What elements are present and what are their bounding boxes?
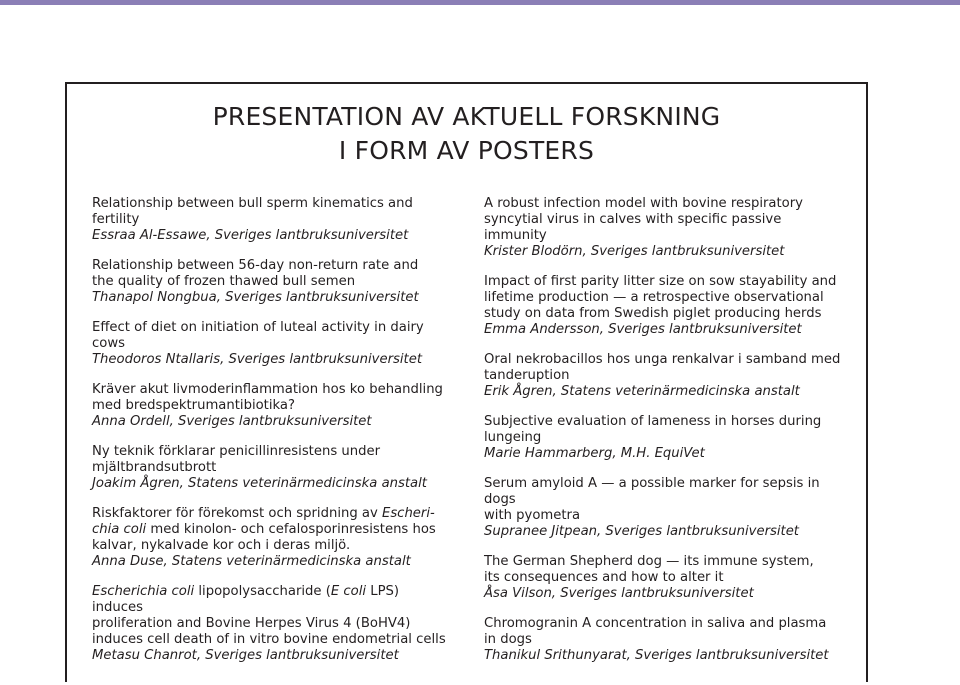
poster-author: Essraa Al-Essawe, Sveriges lantbruksuniversitet xyxy=(92,228,409,243)
poster-author: Krister Blodörn, Sveriges lantbruksuniversitet xyxy=(484,244,785,259)
poster-title: Relationship between bull sperm kinematics and fertility xyxy=(92,196,413,227)
poster-author: Åsa Vilson, Sveriges lantbruksuniversitet xyxy=(484,586,754,601)
poster-title: Ny teknik förklarar penicillinresistens under mjältbrandsutbrott xyxy=(92,444,381,475)
title-line-2: I FORM AV POSTERS xyxy=(338,136,595,165)
page-title xyxy=(65,100,868,168)
poster-title: Serum amyloid A — a possible marker for sepsis in dogs with pyometra xyxy=(484,476,820,523)
poster-author: Thanikul Srithunyarat, Sveriges lantbruksuniversitet xyxy=(484,648,829,663)
poster-title: The German Shepherd dog — its immune system, its consequences and how to alter it xyxy=(484,554,814,585)
poster-entry xyxy=(92,320,452,368)
title-line-1: PRESENTATION AV AKTUELL FORSKNING xyxy=(212,102,721,131)
poster-entry xyxy=(484,414,844,462)
poster-author: Theodoros Ntallaris, Sveriges lantbruksuniversitet xyxy=(92,352,423,367)
poster-entry xyxy=(484,352,844,400)
poster-entry xyxy=(484,616,844,664)
right-column xyxy=(484,196,844,678)
poster-entry xyxy=(92,444,452,492)
poster-entry xyxy=(92,382,452,430)
poster-entry xyxy=(92,196,452,244)
poster-author: Metasu Chanrot, Sveriges lantbruksuniversitet xyxy=(92,648,399,663)
poster-author: Erik Ågren, Statens veterinärmedicinska anstalt xyxy=(484,384,800,399)
left-column xyxy=(92,196,452,678)
poster-author: Joakim Ågren, Statens veterinärmedicinska anstalt xyxy=(92,476,427,491)
poster-author: Supranee Jitpean, Sveriges lantbruksuniversitet xyxy=(484,524,799,539)
top-accent-bar xyxy=(0,0,960,5)
poster-title: Chromogranin A concentration in saliva and plasma in dogs xyxy=(484,616,827,647)
poster-entry xyxy=(92,584,452,664)
poster-title: Escherichia coli lipopolysaccharide (E coli LPS) induces proliferation and Bovine Herpes Virus 4 (BoHV4) induces cell death of in vitro bovine endometrial cells xyxy=(92,584,446,647)
poster-title: Impact of first parity litter size on sow stayability and lifetime production — a retrospective observational study on data from Swedish piglet producing herds xyxy=(484,274,837,321)
poster-title: Effect of diet on initiation of luteal activity in dairy cows xyxy=(92,320,424,351)
poster-title: Oral nekrobacillos hos unga renkalvar i samband med tanderuption xyxy=(484,352,841,383)
poster-author: Anna Ordell, Sveriges lantbruksuniversitet xyxy=(92,414,372,429)
poster-entry xyxy=(92,506,452,570)
poster-author: Anna Duse, Statens veterinärmedicinska anstalt xyxy=(92,554,411,569)
poster-title: Riskfaktorer för förekomst och spridning av Escheri- chia coli med kinolon- och cefalosporinresistens hos kalvar, nykalvade kor och i deras miljö. xyxy=(92,506,436,553)
poster-title: Kräver akut livmoderinflammation hos ko behandling med bredspektrumantibiotika? xyxy=(92,382,443,413)
poster-entry xyxy=(484,554,844,602)
poster-entry xyxy=(484,196,844,260)
poster-entry xyxy=(484,274,844,338)
poster-title: A robust infection model with bovine respiratory syncytial virus in calves with specific passive immunity xyxy=(484,196,803,243)
poster-entry xyxy=(92,258,452,306)
poster-author: Thanapol Nongbua, Sveriges lantbruksuniversitet xyxy=(92,290,419,305)
poster-author: Emma Andersson, Sveriges lantbruksuniversitet xyxy=(484,322,802,337)
poster-title: Relationship between 56-day non-return rate and the quality of frozen thawed bull semen xyxy=(92,258,419,289)
poster-title: Subjective evaluation of lameness in horses during lungeing xyxy=(484,414,822,445)
poster-entry xyxy=(484,476,844,540)
poster-author: Marie Hammarberg, M.H. EquiVet xyxy=(484,446,705,461)
